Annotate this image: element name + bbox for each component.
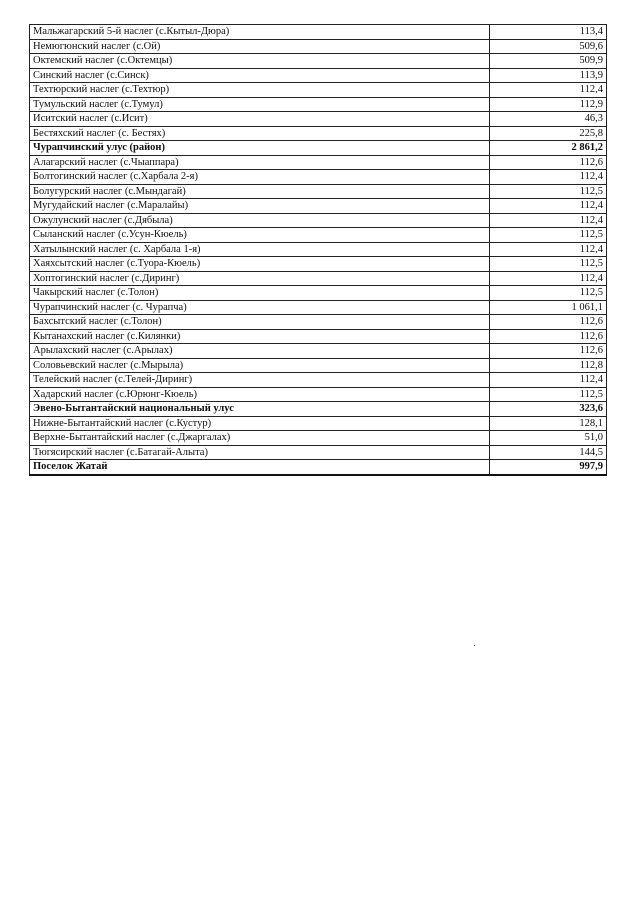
row-value-cell: 509,9 — [490, 54, 607, 69]
row-name-cell: Синский наслег (с.Синск) — [30, 68, 490, 83]
table-row — [30, 416, 607, 431]
row-name-cell: Алагарский наслег (с.Чыаппара) — [30, 155, 490, 170]
row-name-cell: Кытанахский наслег (с.Килянки) — [30, 329, 490, 344]
table-row-total — [30, 460, 607, 475]
row-name-cell: Мугудайский наслег (с.Маралайы) — [30, 199, 490, 214]
row-value-cell: 225,8 — [490, 126, 607, 141]
row-value-cell: 112,4 — [490, 242, 607, 257]
table-row — [30, 431, 607, 446]
row-name-cell: Телейский наслег (с.Телей-Диринг) — [30, 373, 490, 388]
row-value-cell: 144,5 — [490, 445, 607, 460]
row-name-cell: Иситский наслег (с.Исит) — [30, 112, 490, 127]
table-row — [30, 54, 607, 69]
row-value-cell: 112,5 — [490, 257, 607, 272]
row-value-cell: 112,4 — [490, 373, 607, 388]
row-name-cell: Тумульский наслег (с.Тумул) — [30, 97, 490, 112]
row-name-cell: Хаяхсытский наслег (с.Туора-Кюель) — [30, 257, 490, 272]
row-value-cell: 509,6 — [490, 39, 607, 54]
row-value-cell: 113,4 — [490, 25, 607, 40]
row-value-cell: 997,9 — [490, 460, 607, 475]
row-name-cell: Бахсытский наслег (с.Толон) — [30, 315, 490, 330]
table-row — [30, 445, 607, 460]
row-value-cell: 112,4 — [490, 271, 607, 286]
row-value-cell: 112,5 — [490, 387, 607, 402]
row-value-cell: 112,6 — [490, 155, 607, 170]
row-name-cell: Бестяхский наслег (с. Бестях) — [30, 126, 490, 141]
table-row — [30, 25, 607, 40]
table-row — [30, 83, 607, 98]
row-name-cell: Хоптогинский наслег (с.Диринг) — [30, 271, 490, 286]
table-row — [30, 228, 607, 243]
table-row — [30, 155, 607, 170]
row-name-cell: Мальжагарский 5-й наслег (с.Кытыл-Дюра) — [30, 25, 490, 40]
row-value-cell: 113,9 — [490, 68, 607, 83]
row-name-cell: Сыланский наслег (с.Усун-Кюель) — [30, 228, 490, 243]
row-name-cell: Нижне-Бытантайский наслег (с.Кустур) — [30, 416, 490, 431]
row-value-cell: 51,0 — [490, 431, 607, 446]
row-name-cell: Хатылынский наслег (с. Харбала 1-я) — [30, 242, 490, 257]
row-value-cell: 128,1 — [490, 416, 607, 431]
table-row-total — [30, 402, 607, 417]
table-row — [30, 39, 607, 54]
settlement-table — [29, 24, 607, 476]
table-row — [30, 329, 607, 344]
row-name-cell: Чурапчинский улус (район) — [30, 141, 490, 156]
row-value-cell: 112,8 — [490, 358, 607, 373]
row-name-cell: Соловьевский наслег (с.Мырыла) — [30, 358, 490, 373]
row-name-cell: Болугурский наслег (с.Мындагай) — [30, 184, 490, 199]
row-value-cell: 112,5 — [490, 228, 607, 243]
row-value-cell: 112,4 — [490, 213, 607, 228]
table-body — [30, 25, 607, 475]
row-name-cell: Хадарский наслег (с.Юрюнг-Кюель) — [30, 387, 490, 402]
row-value-cell: 112,9 — [490, 97, 607, 112]
table-row — [30, 112, 607, 127]
table-row — [30, 373, 607, 388]
table-row — [30, 170, 607, 185]
table-row — [30, 68, 607, 83]
table-row — [30, 257, 607, 272]
row-value-cell: 112,5 — [490, 184, 607, 199]
row-value-cell: 112,6 — [490, 344, 607, 359]
row-value-cell: 112,4 — [490, 83, 607, 98]
table-row-total — [30, 141, 607, 156]
table-row — [30, 242, 607, 257]
row-value-cell: 46,3 — [490, 112, 607, 127]
table-row — [30, 286, 607, 301]
row-name-cell: Поселок Жатай — [30, 460, 490, 475]
row-value-cell: 1 061,1 — [490, 300, 607, 315]
table-row — [30, 213, 607, 228]
row-value-cell: 112,4 — [490, 199, 607, 214]
table-row — [30, 300, 607, 315]
table-row — [30, 97, 607, 112]
row-name-cell: Эвено-Бытантайский национальный улус — [30, 402, 490, 417]
table-row — [30, 184, 607, 199]
table-row — [30, 199, 607, 214]
table-row — [30, 126, 607, 141]
table-row — [30, 387, 607, 402]
row-value-cell: 112,4 — [490, 170, 607, 185]
row-name-cell: Болтогинский наслег (с.Харбала 2-я) — [30, 170, 490, 185]
row-name-cell: Арылахский наслег (с.Арылах) — [30, 344, 490, 359]
row-value-cell: 112,6 — [490, 315, 607, 330]
row-name-cell: Немюгюнский наслег (с.Ой) — [30, 39, 490, 54]
row-name-cell: Октемский наслег (с.Октемцы) — [30, 54, 490, 69]
row-name-cell: Чакырский наслег (с.Толон) — [30, 286, 490, 301]
row-name-cell: Техтюрский наслег (с.Техтюр) — [30, 83, 490, 98]
row-value-cell: 112,6 — [490, 329, 607, 344]
row-name-cell: Чурапчинский наслег (с. Чурапча) — [30, 300, 490, 315]
scan-speck — [474, 645, 475, 646]
row-name-cell: Ожулунский наслег (с.Дябыла) — [30, 213, 490, 228]
table-row — [30, 358, 607, 373]
row-value-cell: 112,5 — [490, 286, 607, 301]
row-name-cell: Тюгясирский наслег (с.Батагай-Алыта) — [30, 445, 490, 460]
row-value-cell: 2 861,2 — [490, 141, 607, 156]
table-row — [30, 344, 607, 359]
table-row — [30, 271, 607, 286]
table-row — [30, 315, 607, 330]
row-value-cell: 323,6 — [490, 402, 607, 417]
row-name-cell: Верхне-Бытантайский наслег (с.Джаргалах) — [30, 431, 490, 446]
